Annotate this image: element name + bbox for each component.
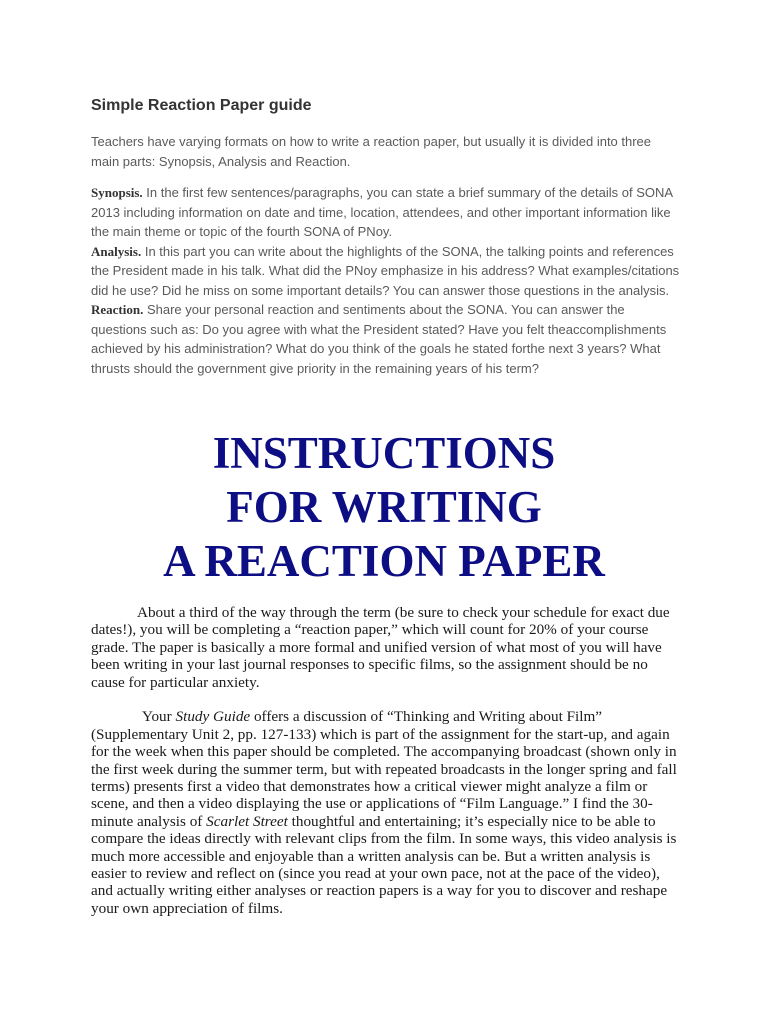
synopsis-label: Synopsis. <box>91 185 143 200</box>
body-paragraph-1: About a third of the way through the term (be sure to check your schedule for exact due dates!), you will be completing a “reaction paper,” which will count for 20% of your course grade. The paper is basically a more formal and unified version of what most of you will have been writing in your last journal responses to specific films, so the assignment should be no cause for particular anxiety. <box>91 604 670 691</box>
headline-line-1: INSTRUCTIONS <box>212 428 556 478</box>
headline-line-2: FOR WRITING <box>226 482 542 532</box>
reaction-section <box>91 300 681 378</box>
paragraph-2-middle: offers a discussion of “Thinking and Writing about Film” (Supplementary Unit 2, pp. 127-133) which is part of the assignment for the start-up, and again for the week when this paper should be completed. The accompanying broadcast (shown only in the first week during the summer term, but with repeated broadcasts in the longer spring and fall terms) presents first a video that demonstrates how a critical viewer might analyze a film or scene, and then a video displaying the use or applications of “Film Language.” I find the 30-minute analysis of <box>91 708 677 830</box>
headline-line-3: A REACTION PAPER <box>163 536 605 586</box>
study-guide-title: Study Guide <box>175 708 251 726</box>
synopsis-text: In the first few sentences/paragraphs, you can state a brief summary of the details of SONA 2013 including information on date and time, location, attendees, and other important information like the main theme or topic of the fourth SONA of PNoy. <box>91 185 673 239</box>
scarlet-street-title: Scarlet Street <box>206 812 288 830</box>
synopsis-section <box>91 183 681 242</box>
paragraph-2-lead: Your <box>142 708 176 726</box>
reaction-paper-guide <box>91 96 681 378</box>
guide-intro: Teachers have varying formats on how to write a reaction paper, but usually it is divided into three main parts: Synopsis, Analysis and Reaction. <box>91 134 652 169</box>
guide-title: Simple Reaction Paper guide <box>91 97 312 114</box>
body-paragraph-2 <box>91 708 681 917</box>
analysis-label: Analysis. <box>91 243 142 259</box>
paragraph-2-end: thoughtful and entertaining; it’s especially nice to be able to compare the ideas directly with relevant clips from the film. In some ways, this video analysis is much more accessible and enjoyable than a written analysis can be. But a written analysis is easier to review and reflect on (since you read at your own pace, not at the pace of the video), and actually writing either analyses or reaction papers is a way for you to discover and reshape your own appreciation of films. <box>91 812 677 917</box>
instructions-headline <box>0 426 768 588</box>
reaction-label: Reaction. <box>91 302 144 317</box>
analysis-section <box>91 242 681 301</box>
analysis-text: In this part you can write about the highlights of the SONA, the talking points and references the President made in his talk. What did the PNoy emphasize in his address? What examples/citations did he use? Did he miss on some important details? You can answer those questions in the analysis. <box>91 243 680 298</box>
instructions-body <box>91 604 681 935</box>
reaction-text: Share your personal reaction and sentiments about the SONA. You can answer the questions such as: Do you agree with what the President stated? Have you felt theaccomplishments achieved by his administration? What do you think of the goals he stated forthe next 3 years? What thrusts should the government give priority in the remaining years of his term? <box>91 302 667 376</box>
